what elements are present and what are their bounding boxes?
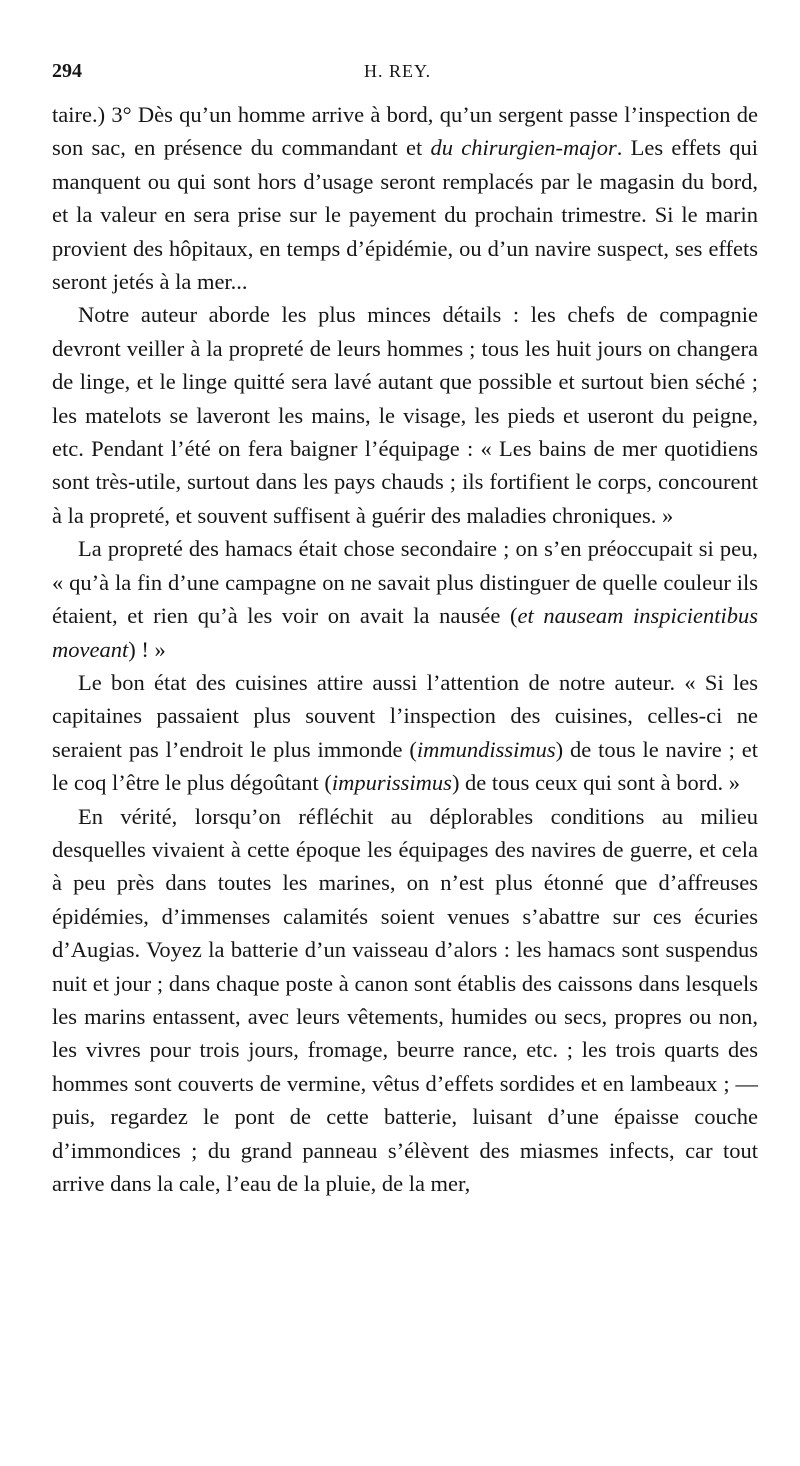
latin-phrase: et nauseam inspicientibus moveant [52,603,758,662]
paragraph-4: Le bon état des cuisines attire aussi l’attention de notre auteur. « Si les capitaines passaient plus souvent l’inspection des cuisines, celles-ci ne seraient pas l’endroit le plus immonde (immundissimus) de tous le navire ; et le coq l’être le plus dégoûtant (impurissimus) de tous ceux qui sont à bord. » [52,669,758,796]
book-page [52,60,758,1200]
page-header [52,60,758,94]
paragraph-1: taire.) 3° Dès qu’un homme arrive à bord, qu’un sergent passe l’inspection de son sac, en présence du commandant et du chirurgien-major. Les effets qui manquent ou qui sont hors d’usage seront remplacés par le magasin du bord, et la valeur en sera prise sur le payement du prochain trimestre. Si le marin provient des hôpitaux, en temps d’épidémie, ou d’un navire suspect, ses effets seront jetés à la mer... [52,102,759,295]
running-head: H. REY. [364,61,432,81]
latin-word: immundissimus [416,736,556,762]
italic-phrase: du chirurgien-major [430,135,617,161]
paragraph-3: La propreté des hamacs était chose secondaire ; on s’en préoccupait si peu, « qu’à la fin d’une campagne on ne savait plus distinguer de quelle couleur ils étaient, et rien qu’à les voir on avait la nausée (et nauseam inspicientibus moveant) ! » [52,536,758,662]
page-number: 294 [52,60,82,82]
body-text [52,98,758,1200]
paragraph-2: Notre auteur aborde les plus minces détails : les chefs de compagnie devront veiller à la propreté de leurs hommes ; tous les huit jours on changera de linge, et le linge quitté sera lavé autant que possible et surtout bien séché ; les matelots se laveront les mains, le visage, les pieds et useront du peigne, etc. Pendant l’été on fera baigner l’équipage : « Les bains de mer quotidiens sont très-utile, surtout dans les pays chauds ; ils fortifient le corps, concourent à la propreté, et souvent suffisent à guérir des maladies chroniques. » [52,302,758,528]
paragraph-5: En vérité, lorsqu’on réfléchit au déplorables conditions au milieu desquelles vivaient à cette époque les équipages des navires de guerre, et cela à peu près dans toutes les marines, on n’est plus étonné que d’affreuses épidémies, d’immenses calamités soient venues s’abattre sur ces écuries d’Augias. Voyez la batterie d’un vaisseau d’alors : les hamacs sont suspendus nuit et jour ; dans chaque poste à canon sont établis des caissons dans lesquels les marins entassent, avec leurs vêtements, humides ou secs, propres ou non, les vivres pour trois jours, fromage, beurre rance, etc. ; les trois quarts des hommes sont couverts de vermine, vêtus d’effets sordides et en lambeaux ; — puis, regardez le pont de cette batterie, luisant d’une épaisse couche d’immondices ; du grand panneau s’élèvent des miasmes infects, car tout arrive dans la cale, l’eau de la pluie, de la mer, [52,803,758,1196]
latin-word: impurissimus [331,770,452,796]
